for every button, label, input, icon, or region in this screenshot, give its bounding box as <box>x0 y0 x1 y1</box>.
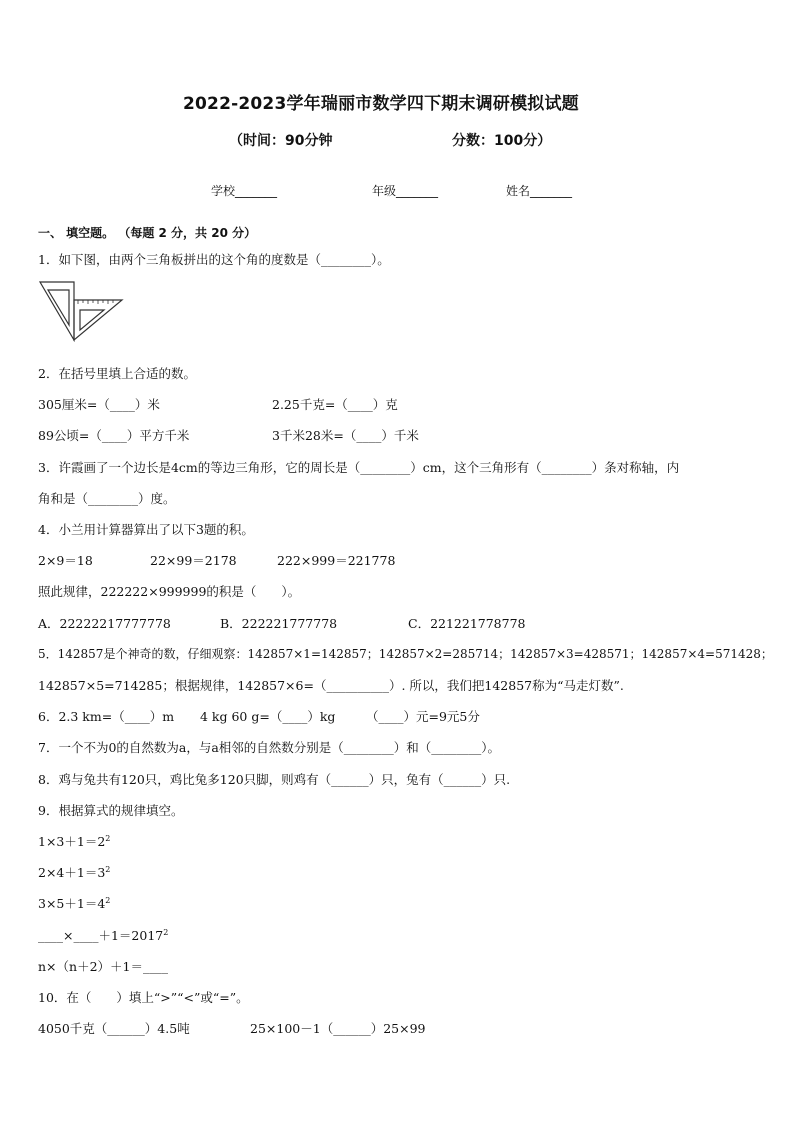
question-2: 2．在括号里填上合适的数。 <box>38 366 196 381</box>
question-9-eq4: $\_\_\_\_\times\_\_\_\_+1=2017^2$ <box>38 927 169 943</box>
question-3-line1: 3．许霞画了一个边长是4cm的等边三角形，它的周长是（________）cm，这个三角形有（________）条对称轴，内 <box>38 460 680 475</box>
question-9-eq2: $2\times 4+1=3^2$ <box>38 864 111 880</box>
question-5-line1: 5．142857是个神奇的数，仔细观察：142857×1=142857；142857×2=285714；142857×3=428571；142857×4=571428； <box>38 647 773 661</box>
question-9-eq3: $3\times 5+1=4^2$ <box>38 895 111 911</box>
question-6c: （____）元=9元5分 <box>366 709 480 724</box>
question-1: 1．如下图，由两个三角板拼出的这个角的度数是（________）。 <box>38 252 390 267</box>
question-10b: 25×100－1（______）25×99 <box>250 1021 426 1036</box>
question-6a: 6．2.3 km=（____）m <box>38 709 175 724</box>
question-10: 10．在（ ）填上“>”“<”或“=”。 <box>38 990 249 1005</box>
question-9-eq1: $1\times 3+1=2^2$ <box>38 833 111 849</box>
question-5-line2: 142857×5=714285；根据规律，142857×6=（__________）. 所以，我们把142857称为“马走灯数”. <box>38 678 624 693</box>
exam-score: 分数：100分） <box>452 133 552 149</box>
section-heading: 一、 填空题。 （每题 2 分，共 20 分） <box>38 226 257 240</box>
question-9-eq5: n×（n＋2）＋1＝____ <box>38 959 168 974</box>
question-10a: 4050千克（______）4.5吨 <box>38 1021 190 1036</box>
option-c: C．221221778778 <box>408 616 526 631</box>
question-2c: 89公顷=（____）平方千米 <box>38 428 190 443</box>
exam-time: （时间：90分钟 <box>229 133 333 149</box>
question-2b: 2.25千克=（____）克 <box>272 397 398 412</box>
school-field: 学校_______ <box>211 184 278 198</box>
grade-field: 年级_______ <box>372 184 439 198</box>
question-2a: 305厘米=（____）米 <box>38 397 160 412</box>
question-4-eq3: 222×999＝221778 <box>277 553 396 568</box>
question-8: 8．鸡与兔共有120只，鸡比兔多120只脚，则鸡有（______）只，兔有（______）只. <box>38 772 511 787</box>
name-field: 姓名_______ <box>506 184 573 198</box>
question-4-eq2: 22×99＝2178 <box>150 553 237 568</box>
option-a: A．22222217777778 <box>38 616 171 631</box>
page-title: 2022-2023学年瑞丽市数学四下期末调研模拟试题 <box>183 94 579 114</box>
question-4: 4．小兰用计算器算出了以下3题的积。 <box>38 522 254 537</box>
question-7: 7．一个不为0的自然数为a，与a相邻的自然数分别是（________）和（________）。 <box>38 740 501 755</box>
option-b: B．222221777778 <box>220 616 338 631</box>
question-3-line2: 角和是（________）度。 <box>38 491 176 506</box>
question-6b: 4 kg 60 g=（____）kg <box>200 709 336 724</box>
question-9: 9．根据算式的规律填空。 <box>38 803 184 818</box>
question-4-prompt: 照此规律，222222×999999的积是（ ）。 <box>38 584 301 599</box>
triangle-rulers-figure <box>38 280 126 342</box>
question-4-eq1: 2×9＝18 <box>38 553 93 568</box>
question-2d: 3千米28米=（____）千米 <box>272 428 419 443</box>
